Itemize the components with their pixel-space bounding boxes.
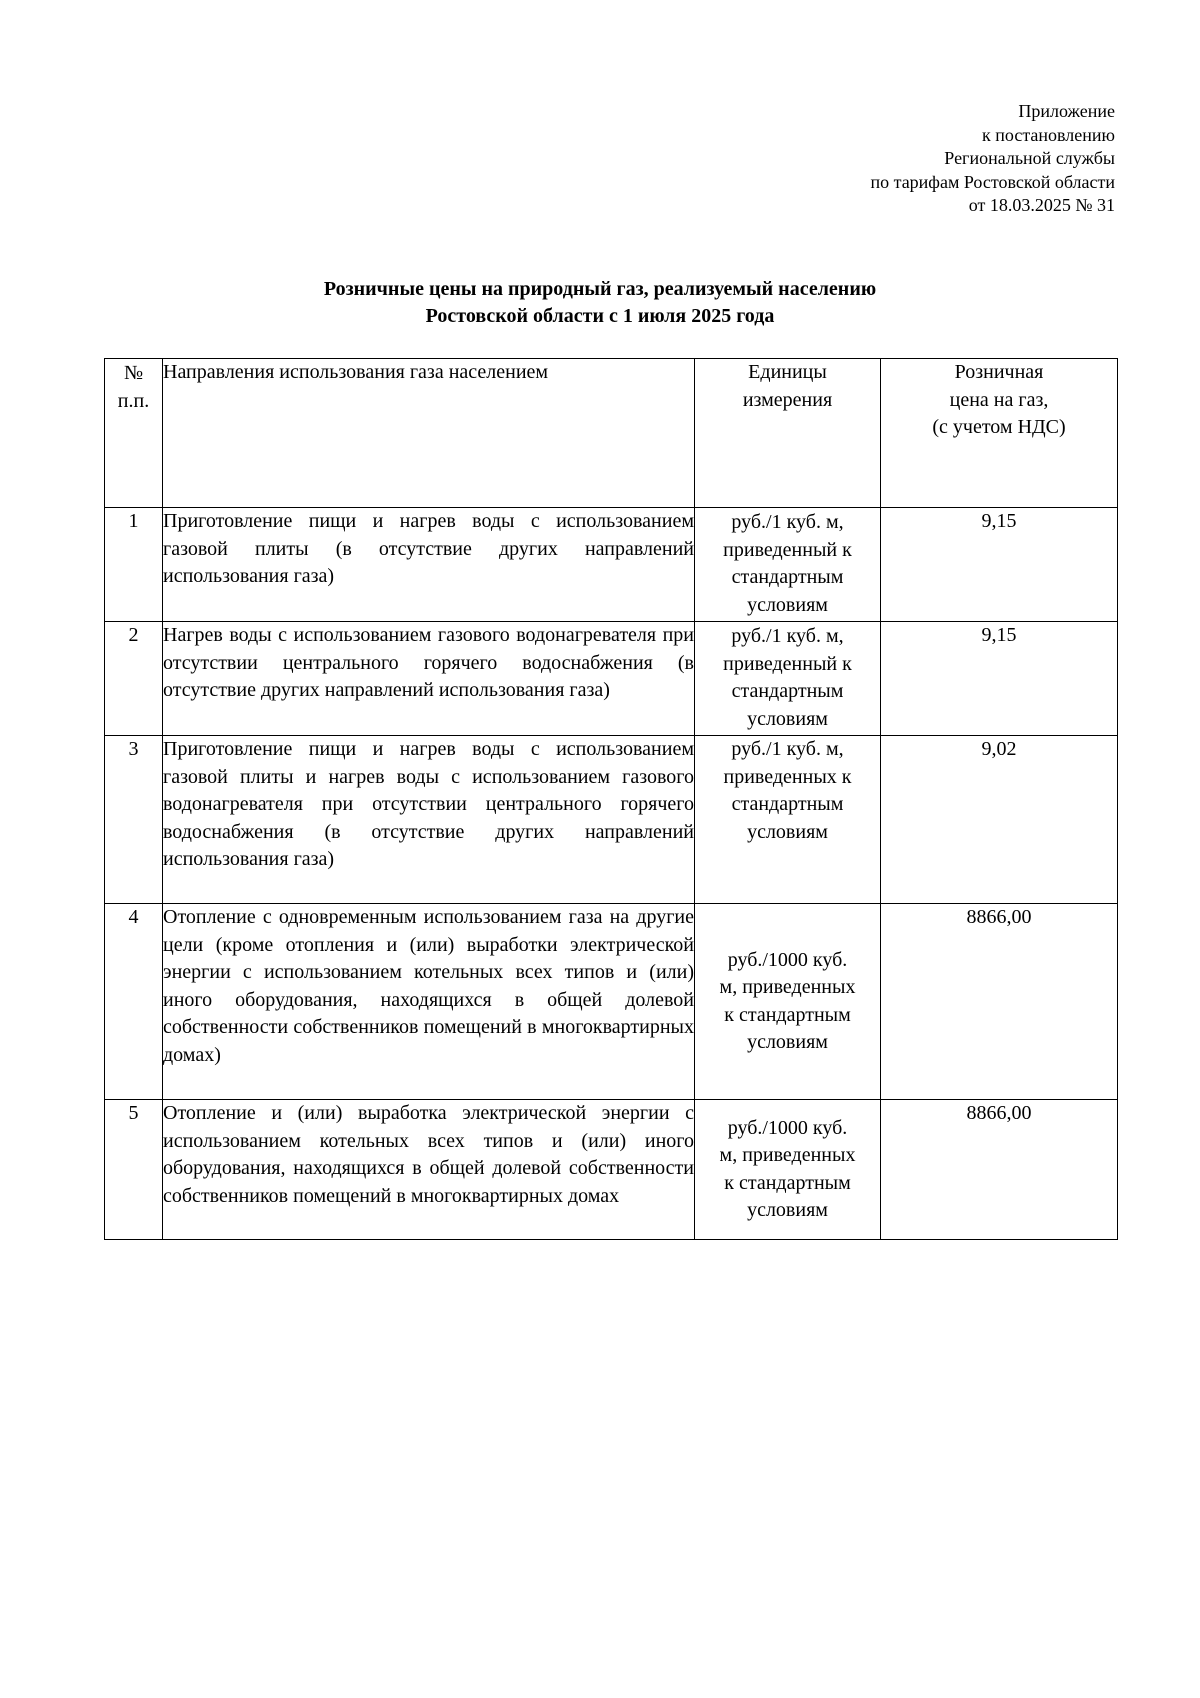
unit-line: руб./1 куб. м, [731, 625, 844, 647]
unit-line: условиям [747, 1199, 828, 1221]
header-price-line: Розничная [954, 361, 1044, 383]
unit-line: стандартным [731, 793, 844, 815]
unit-line: руб./1000 куб. [727, 1116, 848, 1139]
header-number-line: п.п. [117, 390, 150, 412]
unit-line: стандартным [731, 566, 844, 588]
unit-line: м, приведенных [719, 976, 856, 998]
row-price: 9,15 [881, 622, 1118, 736]
table-header-row [105, 359, 1118, 508]
unit-line: приведенный к [723, 652, 852, 675]
document-title [100, 276, 1100, 330]
table-row [105, 736, 1118, 904]
header-unit [695, 359, 881, 508]
header-number [105, 359, 163, 508]
title-line-1: Розничные цены на природный газ, реализуемый населению [323, 278, 877, 300]
unit-line: приведенных к [723, 765, 852, 788]
row-direction: Отопление с одновременным использованием газа на другие цели (кроме отопления и (или) выработки электрической энергии с использованием котельных всех типов и (или) иного оборудования, находящихся в общей долевой собственности собственников помещений в многоквартирных домах) [163, 904, 695, 1100]
appendix-line: от 18.03.2025 № 31 [968, 195, 1115, 215]
header-unit-line: Единицы [748, 361, 827, 383]
header-price-line: (с учетом НДС) [932, 416, 1066, 438]
unit-line: приведенный к [723, 538, 852, 561]
row-direction: Отопление и (или) выработка электрической энергии с использованием котельных всех типов и (или) иного оборудования, находящихся в общей долевой собственности собственников помещений в многоквартирных домах [163, 1100, 695, 1240]
unit-line: условиям [747, 820, 828, 843]
row-unit [695, 736, 881, 904]
row-direction: Нагрев воды с использованием газового водонагревателя при отсутствии центрального горячего водоснабжения (в отсутствие других направлений использования газа) [163, 622, 695, 736]
header-number-line: № [123, 362, 144, 384]
row-price: 8866,00 [881, 904, 1118, 1100]
header-price [881, 359, 1118, 508]
unit-line: руб./1 куб. м, [731, 738, 844, 760]
row-number: 1 [105, 508, 163, 622]
row-unit [695, 622, 881, 736]
row-unit [695, 1100, 881, 1240]
row-direction: Приготовление пищи и нагрев воды с использованием газовой плиты и нагрев воды с использованием газового водонагревателя при отсутствии центрального горячего водоснабжения (в отсутствие других направлений использования газа) [163, 736, 695, 904]
row-price: 9,02 [881, 736, 1118, 904]
row-price: 8866,00 [881, 1100, 1118, 1240]
table-row [105, 904, 1118, 1100]
appendix-line: Региональной службы [944, 148, 1115, 168]
table-row [105, 508, 1118, 622]
header-direction: Направления использования газа населением [163, 359, 695, 508]
row-unit [695, 904, 881, 1100]
row-number: 2 [105, 622, 163, 736]
table-row [105, 1100, 1118, 1240]
row-number: 5 [105, 1100, 163, 1240]
unit-line: стандартным [731, 680, 844, 702]
unit-line: условиям [747, 707, 828, 730]
row-number: 3 [105, 736, 163, 904]
appendix-header [870, 100, 1115, 218]
unit-line: условиям [747, 1031, 828, 1053]
header-unit-line: измерения [742, 388, 833, 411]
table-row [105, 622, 1118, 736]
prices-table [104, 358, 1118, 1240]
appendix-line: Приложение [1018, 101, 1115, 121]
unit-line: условиям [747, 593, 828, 616]
title-line-2: Ростовской области с 1 июля 2025 года [425, 305, 775, 327]
appendix-line: к постановлению [982, 124, 1115, 145]
unit-line: руб./1000 куб. [727, 948, 848, 971]
row-unit [695, 508, 881, 622]
row-price: 9,15 [881, 508, 1118, 622]
unit-line: м, приведенных [719, 1144, 856, 1166]
appendix-line: по тарифам Ростовской области [870, 171, 1115, 192]
unit-line: руб./1 куб. м, [731, 511, 844, 533]
header-price-line: цена на газ, [949, 388, 1049, 411]
unit-line: к стандартным [724, 1003, 851, 1026]
unit-line: к стандартным [724, 1171, 851, 1194]
row-number: 4 [105, 904, 163, 1100]
row-direction: Приготовление пищи и нагрев воды с использованием газовой плиты (в отсутствие других направлений использования газа) [163, 508, 695, 622]
